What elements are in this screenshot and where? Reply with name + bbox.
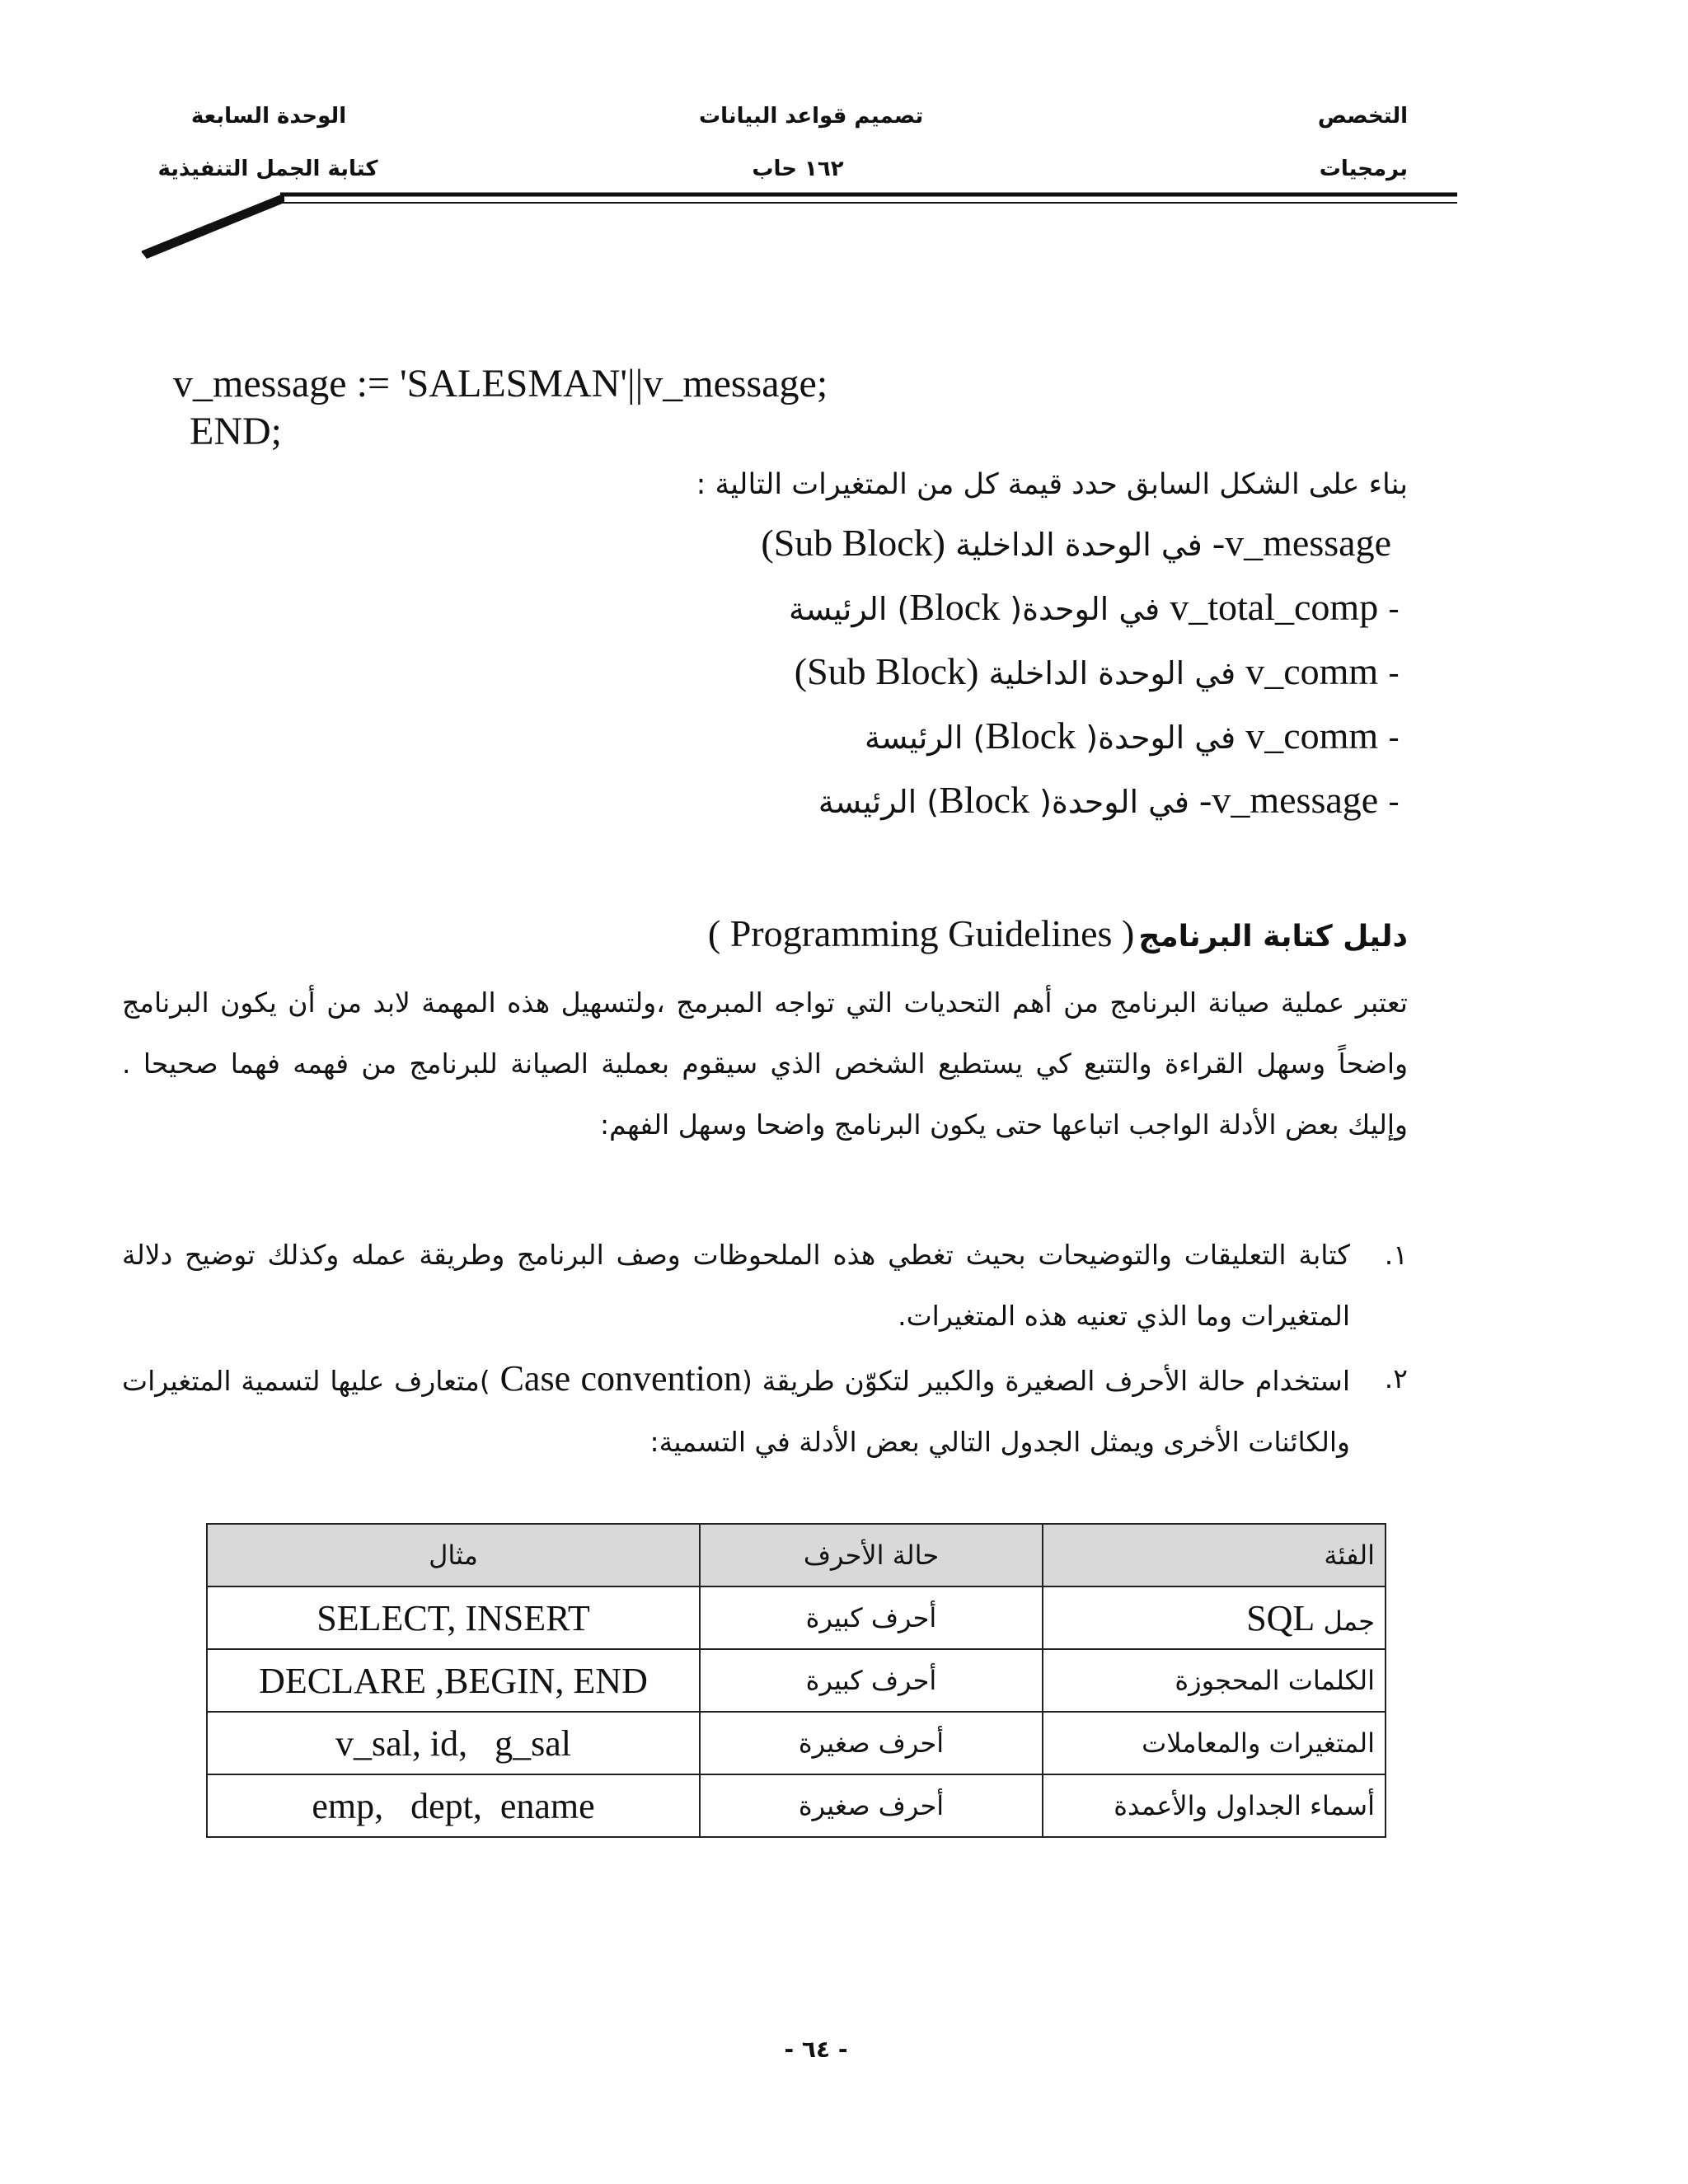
item-tail: ) الرئيسة: [818, 784, 940, 820]
item-ar: في الوحدة الداخلية: [978, 655, 1246, 691]
table-cell-example: v_sal, id, g_sal: [207, 1712, 700, 1774]
guideline-number: ٢.: [1384, 1362, 1408, 1394]
table-cell-example: SELECT, INSERT: [207, 1586, 700, 1649]
table-row: [207, 1774, 1386, 1837]
table-cell-case: أحرف كبيرة: [700, 1586, 1043, 1649]
item-prefix: -: [1378, 655, 1400, 691]
item-var: v_message-: [1199, 779, 1379, 821]
item-en: Block: [909, 586, 1001, 628]
table-cell-category: أسماء الجداول والأعمدة: [1043, 1774, 1386, 1837]
item-ar: في الوحدة(: [1000, 591, 1170, 627]
guideline-number: ١.: [1384, 1239, 1408, 1271]
guideline-text-b: )متعارف عليها لتسمية المتغيرات والكائنات الأخرى ويمثل الجدول التالي بعض الأدلة في التسمية:: [122, 1365, 1350, 1458]
item-prefix: -: [1378, 719, 1400, 756]
question-item-3: [795, 649, 1400, 693]
item-prefix: -: [1378, 591, 1400, 627]
item-en: Block: [985, 715, 1076, 757]
item-ar: في الوحدة(: [1029, 784, 1200, 820]
question-item-1: [761, 521, 1391, 565]
section-title: [708, 912, 1408, 955]
code-line-2: END;: [190, 410, 282, 453]
category-ar: جمل: [1315, 1605, 1375, 1637]
item-prefix: -: [1378, 784, 1400, 820]
item-tail: ) الرئيسة: [789, 591, 910, 627]
table-row: [207, 1586, 1386, 1649]
item-ar: في الوحدة الداخلية: [945, 527, 1212, 563]
guideline-text: كتابة التعليقات والتوضيحات بحيث تغطي هذه الملحوظات وصف البرنامج وطريقة عمله وكذلك توضيح دلالة المتغيرات وما الذي تعنيه هذه المتغيرات.: [122, 1239, 1350, 1332]
item-var: v_comm: [1245, 715, 1379, 757]
category-en: SQL: [1246, 1597, 1315, 1638]
question-item-5: [818, 778, 1400, 822]
item-var: v_message-: [1212, 522, 1391, 564]
item-en: (Sub Block): [794, 650, 979, 692]
code-line-1: v_message := 'SALESMAN'||v_message;: [173, 362, 828, 405]
table-cell-category: الكلمات المحجوزة: [1043, 1649, 1386, 1712]
table-cell-category: [1043, 1586, 1386, 1649]
table-header-example: مثال: [207, 1524, 700, 1586]
guideline-text-a: استخدام حالة الأحرف الصغيرة والكبير لتكوّن طريقة (: [741, 1365, 1350, 1397]
table-row: [207, 1712, 1386, 1774]
section-title-en: ( Programming Guidelines ): [707, 912, 1135, 954]
item-en: Block: [939, 779, 1030, 821]
item-ar: في الوحدة(: [1076, 719, 1246, 756]
table-header-category: الفئة: [1043, 1524, 1386, 1586]
item-en: (Sub Block): [761, 522, 945, 564]
header-course-title: تصميم قواعد البيانات: [699, 104, 924, 129]
table-header-case: حالة الأحرف: [700, 1524, 1043, 1586]
table-cell-category: المتغيرات والمعاملات: [1043, 1712, 1386, 1774]
item-var: v_comm: [1245, 650, 1379, 692]
section-title-ar: دليل كتابة البرنامج: [1138, 920, 1408, 954]
table-cell-example: emp, dept, ename: [207, 1774, 700, 1837]
item-var: v_total_comp: [1170, 586, 1379, 628]
header-divider: [0, 0, 1688, 272]
question-item-2: [789, 585, 1400, 629]
header-course-code: ١٦٢ حاب: [752, 157, 844, 181]
item-tail: ) الرئيسة: [864, 719, 986, 756]
guideline-text-en: Case convention: [499, 1358, 742, 1399]
table-header-row: [207, 1524, 1386, 1586]
table-cell-case: أحرف صغيرة: [700, 1774, 1043, 1837]
intro-paragraph: تعتبر عملية صيانة البرنامج من أهم التحديات التي تواجه المبرمج ،ولتسهيل هذه المهمة لابد من أن يكون البرنامج واضحاً وسهل القراءة والتتبع كي يستطيع الشخص الذي سيقوم بعملية الصيانة للبرنامج من فهمه فهما صحيحا . وإليك بعض الأدلة الواجب اتباعها حتى يكون البرنامج واضحا وسهل الفهم:: [122, 987, 1408, 1141]
table-row: [207, 1649, 1386, 1712]
page-number: - ٦٤ -: [784, 2036, 848, 2063]
header-specialty-value: برمجيات: [1319, 157, 1408, 181]
table-cell-example: DECLARE ,BEGIN, END: [207, 1649, 700, 1712]
header-specialty-label: التخصص: [1317, 104, 1408, 129]
header-unit-title: كتابة الجمل التنفيذية: [157, 157, 378, 181]
question-item-4: [865, 714, 1400, 757]
naming-guidelines-table: [206, 1523, 1386, 1838]
table-cell-case: أحرف صغيرة: [700, 1712, 1043, 1774]
table-cell-case: أحرف كبيرة: [700, 1649, 1043, 1712]
question-intro: بناء على الشكل السابق حدد قيمة كل من المتغيرات التالية :: [696, 468, 1408, 501]
header-unit-number: الوحدة السابعة: [190, 104, 347, 129]
guideline-text: [122, 1348, 1350, 1473]
